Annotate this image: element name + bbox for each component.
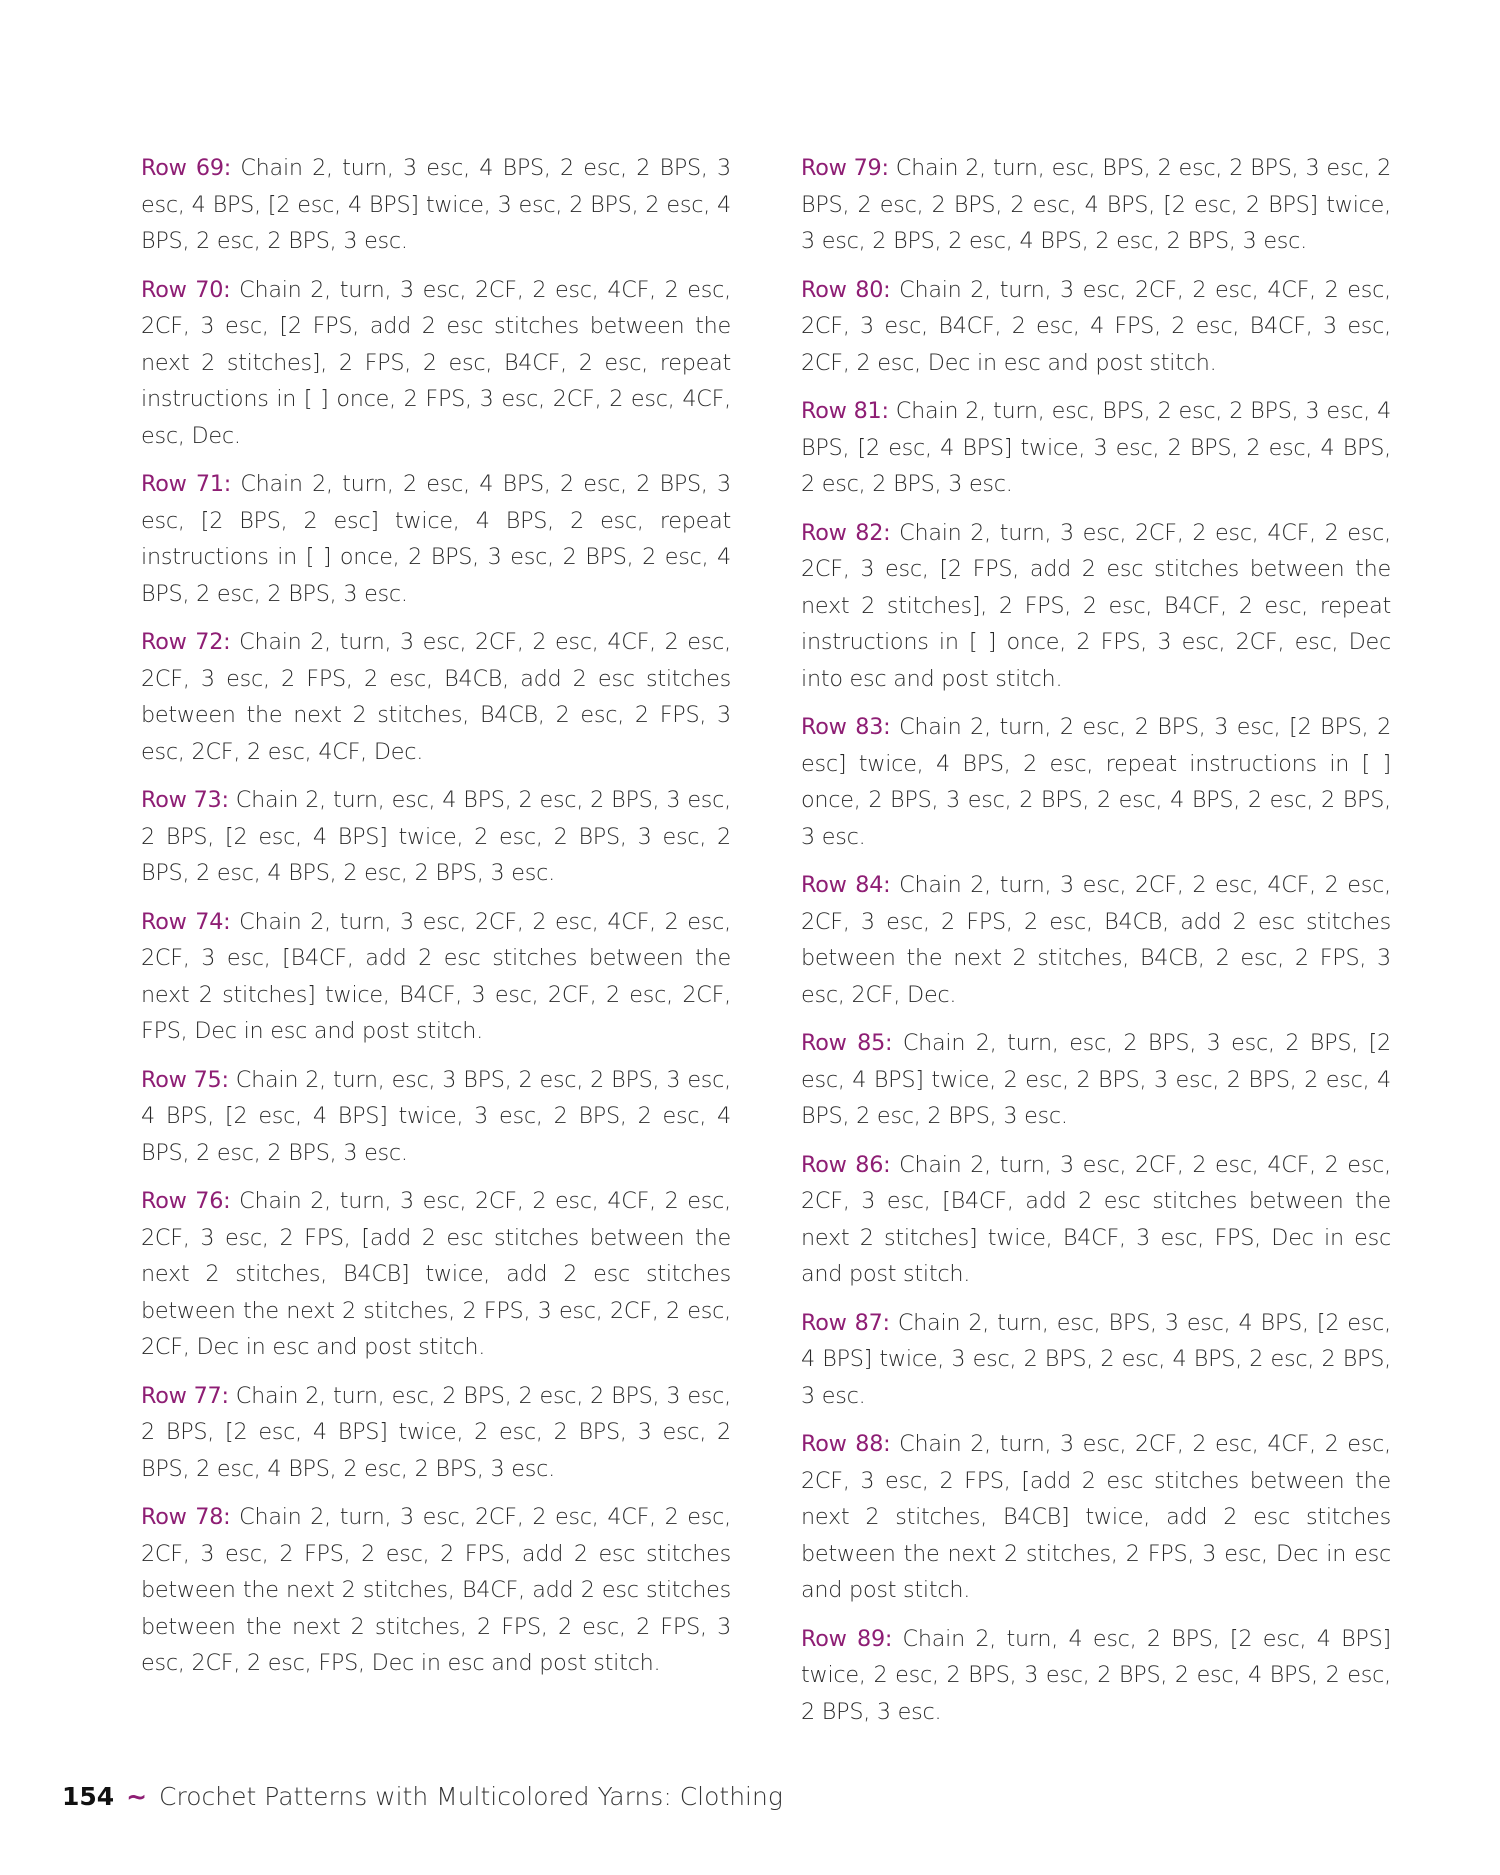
row-label: Row 89:: [801, 1625, 893, 1652]
row-label: Row 81:: [801, 398, 889, 424]
row-label: Row 82:: [801, 519, 891, 546]
row-label: Row 78:: [141, 1504, 231, 1530]
right-column: [801, 150, 1391, 1742]
row-label: Row 76:: [141, 1188, 231, 1214]
row-label: Row 80:: [801, 276, 891, 303]
row-instructions: Chain 2, turn, esc, BPS, 2 esc, 2 BPS, 3 esc, 2 BPS, 2 esc, 2 BPS, 2 esc, 4 BPS, [2 esc, 2 BPS] twice, 3 esc, 2 BPS, 2 esc, 4 BPS, 2 esc, 2 BPS, 3 esc.: [801, 155, 1392, 254]
pattern-row: [141, 782, 731, 892]
row-label: Row 72:: [141, 629, 231, 655]
row-instructions: Chain 2, turn, esc, BPS, 3 esc, 4 BPS, [2 esc, 4 BPS] twice, 3 esc, 2 BPS, 2 esc, 4 BPS, 2 esc, 2 BPS, 3 esc.: [801, 1309, 1391, 1409]
pattern-row: [141, 1062, 731, 1172]
row-instructions: Chain 2, turn, esc, 2 BPS, 2 esc, 2 BPS, 3 esc, 2 BPS, [2 esc, 4 BPS] twice, 2 esc, 2 BPS, 3 esc, 2 BPS, 2 esc, 4 BPS, 2 esc, 2 BPS, 3 esc.: [141, 1382, 732, 1482]
row-instructions: Chain 2, turn, 3 esc, 2CF, 2 esc, 4CF, 2 esc, 2CF, 3 esc, [B4CF, add 2 esc stitches between the next 2 stitches] twice, B4CF, 3 esc, 2CF, 2 esc, 2CF, FPS, Dec in esc and post stitch.: [141, 908, 731, 1044]
left-column: [141, 150, 731, 1694]
pattern-row: [801, 1305, 1391, 1415]
row-label: Row 83:: [801, 714, 891, 740]
row-instructions: Chain 2, turn, 3 esc, 4 BPS, 2 esc, 2 BPS, 3 esc, 4 BPS, [2 esc, 4 BPS] twice, 3 esc, 2 BPS, 2 esc, 4 BPS, 2 esc, 2 BPS, 3 esc.: [141, 155, 731, 254]
row-instructions: Chain 2, turn, 3 esc, 2CF, 2 esc, 4CF, 2 esc, 2CF, 3 esc, 2 FPS, [add 2 esc stitches between the next 2 stitches, B4CB] twice, add 2 esc stitches between the next 2 stitches, 2 FPS, 3 esc, Dec in esc and post stitch.: [801, 1431, 1391, 1603]
row-label: Row 86:: [801, 1151, 891, 1178]
row-instructions: Chain 2, turn, 3 esc, 2CF, 2 esc, 4CF, 2 esc, 2CF, 3 esc, 2 FPS, 2 esc, B4CB, add 2 esc stitches between the next 2 stitches, B4CB, 2 esc, 2 FPS, 3 esc, 2CF, Dec.: [801, 872, 1391, 1008]
row-instructions: Chain 2, turn, esc, 3 BPS, 2 esc, 2 BPS, 3 esc, 4 BPS, [2 esc, 4 BPS] twice, 3 esc, 2 BPS, 2 esc, 4 BPS, 2 esc, 2 BPS, 3 esc.: [141, 1066, 732, 1166]
row-label: Row 88:: [801, 1431, 891, 1457]
pattern-row: [801, 867, 1391, 1013]
pattern-row: [801, 272, 1391, 382]
pattern-row: [801, 1147, 1391, 1293]
pattern-row: [801, 709, 1391, 855]
page-footer: [62, 1780, 783, 1814]
row-label: Row 69:: [141, 155, 232, 181]
row-instructions: Chain 2, turn, esc, 2 BPS, 3 esc, 2 BPS, [2 esc, 4 BPS] twice, 2 esc, 2 BPS, 3 esc, 2 BPS, 2 esc, 4 BPS, 2 esc, 2 BPS, 3 esc.: [801, 1030, 1391, 1129]
pattern-row: [801, 150, 1391, 260]
row-instructions: Chain 2, turn, esc, 4 BPS, 2 esc, 2 BPS, 3 esc, 2 BPS, [2 esc, 4 BPS] twice, 2 esc, 2 BPS, 3 esc, 2 BPS, 2 esc, 4 BPS, 2 esc, 2 BPS, 3 esc.: [141, 787, 732, 886]
row-label: Row 79:: [801, 155, 889, 181]
row-label: Row 70:: [141, 276, 231, 303]
row-instructions: Chain 2, turn, 2 esc, 4 BPS, 2 esc, 2 BPS, 3 esc, [2 BPS, 2 esc] twice, 4 BPS, 2 esc, repeat instructions in [ ] once, 2 BPS, 3 esc, 2 BPS, 2 esc, 4 BPS, 2 esc, 2 BPS, 3 esc.: [141, 471, 731, 607]
row-instructions: Chain 2, turn, 3 esc, 2CF, 2 esc, 4CF, 2 esc, 2CF, 3 esc, [B4CF, add 2 esc stitches between the next 2 stitches] twice, B4CF, 3 esc, FPS, Dec in esc and post stitch.: [801, 1151, 1391, 1287]
pattern-row: [141, 466, 731, 612]
row-label: Row 85:: [801, 1030, 893, 1056]
pattern-row: [141, 272, 731, 455]
footer-separator: ~: [126, 1782, 148, 1811]
row-label: Row 73:: [141, 787, 229, 813]
row-instructions: Chain 2, turn, 4 esc, 2 BPS, [2 esc, 4 BPS] twice, 2 esc, 2 BPS, 3 esc, 2 BPS, 2 esc, 4 BPS, 2 esc, 2 BPS, 3 esc.: [801, 1625, 1391, 1725]
row-instructions: Chain 2, turn, 3 esc, 2CF, 2 esc, 4CF, 2 esc, 2CF, 3 esc, 2 FPS, 2 esc, B4CB, add 2 esc stitches between the next 2 stitches, B4CB, 2 esc, 2 FPS, 3 esc, 2CF, 2 esc, 4CF, Dec.: [141, 629, 731, 765]
row-instructions: Chain 2, turn, 3 esc, 2CF, 2 esc, 4CF, 2 esc, 2CF, 3 esc, [2 FPS, add 2 esc stitches between the next 2 stitches], 2 FPS, 2 esc, B4CF, 2 esc, repeat instructions in [ ] once, 2 FPS, 3 esc, 2CF, 2 esc, 4CF, esc, Dec.: [141, 276, 731, 449]
row-instructions: Chain 2, turn, 3 esc, 2CF, 2 esc, 4CF, 2 esc, 2CF, 3 esc, 2 FPS, 2 esc, 2 FPS, add 2 esc stitches between the next 2 stitches, B4CF, add 2 esc stitches between the next 2 stitches, 2 FPS, 2 esc, 2 FPS, 3 esc, 2CF, 2 esc, FPS, Dec in esc and post stitch.: [141, 1504, 731, 1676]
row-label: Row 71:: [141, 471, 232, 497]
row-instructions: Chain 2, turn, 3 esc, 2CF, 2 esc, 4CF, 2 esc, 2CF, 3 esc, 2 FPS, [add 2 esc stitches between the next 2 stitches, B4CB] twice, add 2 esc stitches between the next 2 stitches, 2 FPS, 3 esc, 2CF, 2 esc, 2CF, Dec in esc and post stitch.: [141, 1188, 731, 1360]
row-instructions: Chain 2, turn, 3 esc, 2CF, 2 esc, 4CF, 2 esc, 2CF, 3 esc, B4CF, 2 esc, 4 FPS, 2 esc, B4CF, 3 esc, 2CF, 2 esc, Dec in esc and post stitch.: [801, 276, 1391, 376]
page-number: 154: [62, 1782, 115, 1811]
pattern-row: [141, 1499, 731, 1682]
pattern-row: [141, 150, 731, 260]
row-label: Row 84:: [801, 872, 891, 898]
row-label: Row 87:: [801, 1309, 890, 1336]
pattern-row: [141, 1183, 731, 1366]
row-label: Row 77:: [141, 1382, 229, 1409]
pattern-row: [801, 1426, 1391, 1609]
row-instructions: Chain 2, turn, 2 esc, 2 BPS, 3 esc, [2 BPS, 2 esc] twice, 4 BPS, 2 esc, repeat instructions in [ ] once, 2 BPS, 3 esc, 2 BPS, 2 esc, 4 BPS, 2 esc, 2 BPS, 3 esc.: [801, 714, 1392, 850]
pattern-row: [141, 624, 731, 770]
pattern-row: [141, 904, 731, 1050]
pattern-row: [801, 1621, 1391, 1731]
pattern-row: [141, 1378, 731, 1488]
pattern-row: [801, 1025, 1391, 1135]
row-label: Row 75:: [141, 1066, 229, 1093]
row-instructions: Chain 2, turn, 3 esc, 2CF, 2 esc, 4CF, 2 esc, 2CF, 3 esc, [2 FPS, add 2 esc stitches between the next 2 stitches], 2 FPS, 2 esc, B4CF, 2 esc, repeat instructions in [ ] once, 2 FPS, 3 esc, 2CF, esc, Dec into esc and post stitch.: [801, 519, 1391, 692]
pattern-row: [801, 515, 1391, 698]
book-title: Crochet Patterns with Multicolored Yarns: Clothing: [159, 1782, 783, 1811]
pattern-row: [801, 393, 1391, 503]
row-label: Row 74:: [141, 908, 231, 935]
row-instructions: Chain 2, turn, esc, BPS, 2 esc, 2 BPS, 3 esc, 4 BPS, [2 esc, 4 BPS] twice, 3 esc, 2 BPS, 2 esc, 4 BPS, 2 esc, 2 BPS, 3 esc.: [801, 398, 1392, 497]
